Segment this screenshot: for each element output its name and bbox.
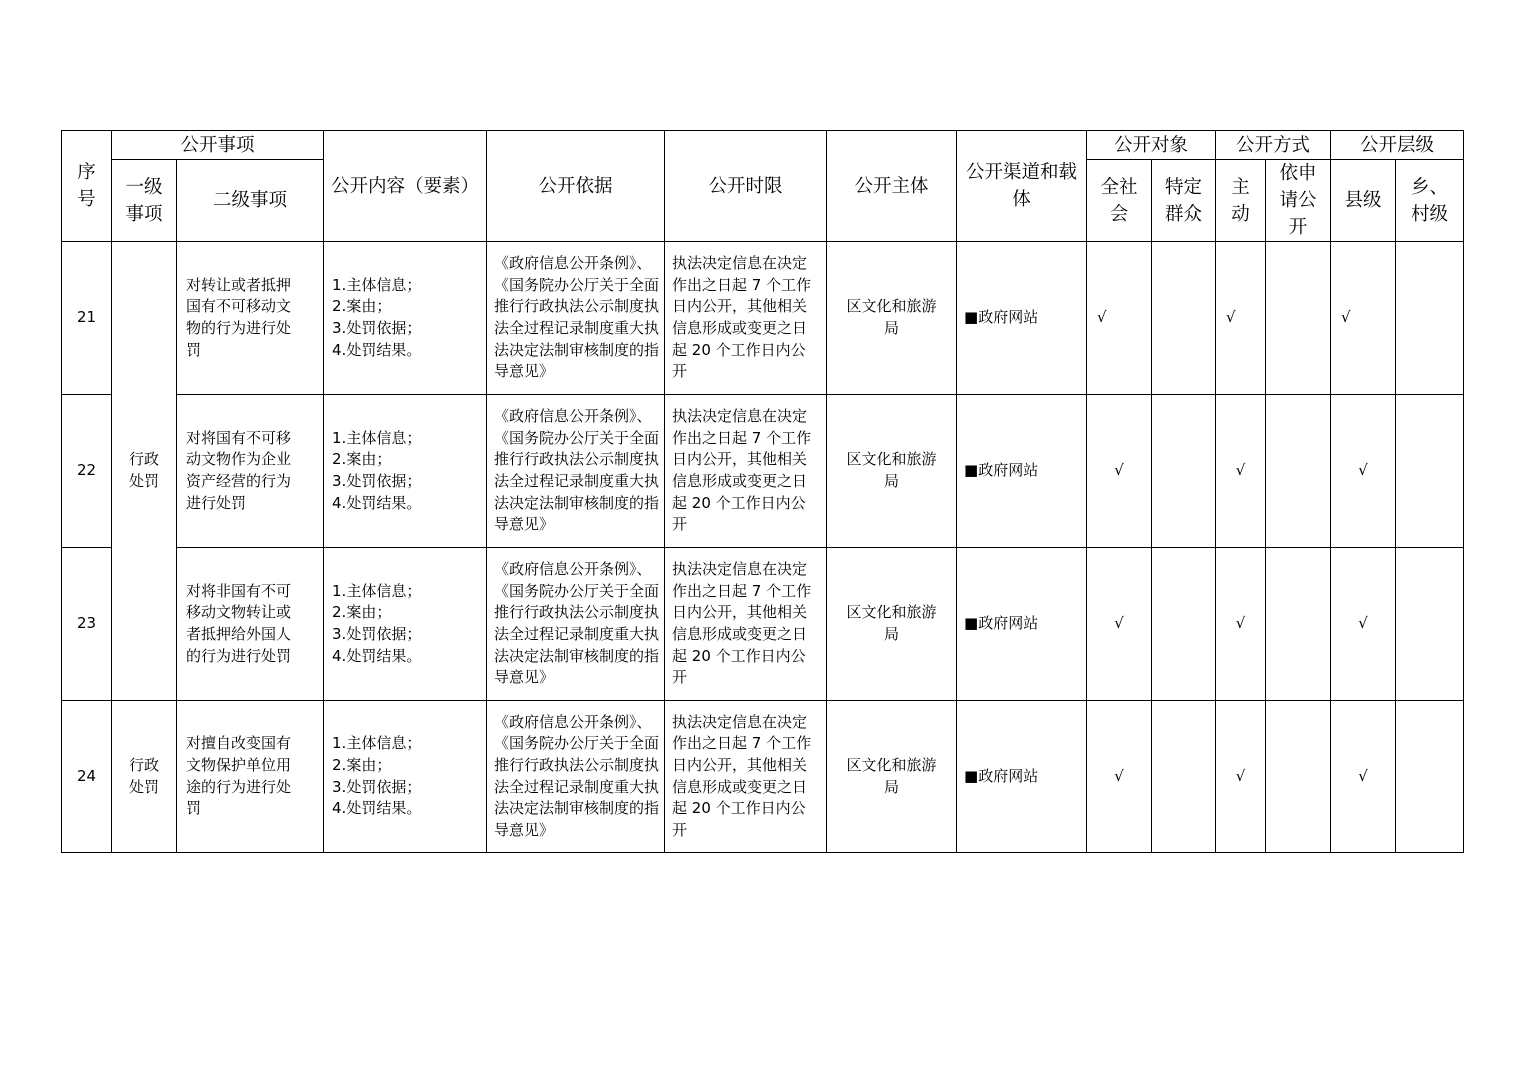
cell-content: 1.主体信息； 2.案由； 3.处罚依据； 4.处罚结果。 bbox=[324, 548, 487, 701]
cell-time-limit: 执法决定信息在决定作出之日起 7 个工作日内公开，其他相关信息形成或变更之日起 20 个工作日内公开 bbox=[665, 242, 827, 395]
cell-method-apply bbox=[1266, 548, 1331, 701]
table-row bbox=[62, 395, 1464, 548]
header-basis: 公开依据 bbox=[487, 131, 665, 242]
cell-obj-specific bbox=[1152, 701, 1216, 853]
cell-level2: 对将非国有不可移动文物转让或者抵押给外国人的行为进行处罚 bbox=[177, 548, 324, 701]
header-obj-all: 全社会 bbox=[1087, 160, 1152, 242]
cell-level-village bbox=[1396, 701, 1464, 853]
cell-obj-specific bbox=[1152, 242, 1216, 395]
header-subject: 公开主体 bbox=[827, 131, 957, 242]
cell-obj-specific bbox=[1152, 395, 1216, 548]
cell-content: 1.主体信息； 2.案由； 3.处罚依据； 4.处罚结果。 bbox=[324, 395, 487, 548]
cell-basis: 《政府信息公开条例》、《国务院办公厅关于全面推行行政执法公示制度执法全过程记录制度重大执法决定法制审核制度的指导意见》 bbox=[487, 701, 665, 853]
cell-basis: 《政府信息公开条例》、《国务院办公厅关于全面推行行政执法公示制度执法全过程记录制度重大执法决定法制审核制度的指导意见》 bbox=[487, 242, 665, 395]
header-obj-specific: 特定群众 bbox=[1152, 160, 1216, 242]
cell-method-apply bbox=[1266, 701, 1331, 853]
cell-level-county: √ bbox=[1331, 548, 1396, 701]
cell-time-limit: 执法决定信息在决定作出之日起 7 个工作日内公开，其他相关信息形成或变更之日起 20 个工作日内公开 bbox=[665, 395, 827, 548]
cell-level1: 行政处罚 bbox=[112, 242, 177, 701]
table-row bbox=[62, 701, 1464, 853]
cell-obj-all: √ bbox=[1087, 242, 1152, 395]
cell-method-active: √ bbox=[1216, 395, 1266, 548]
header-group-object: 公开对象 bbox=[1087, 131, 1216, 160]
header-level-village: 乡、村级 bbox=[1396, 160, 1464, 242]
cell-obj-all: √ bbox=[1087, 701, 1152, 853]
header-channel: 公开渠道和载体 bbox=[957, 131, 1087, 242]
header-method-apply: 依申请公开 bbox=[1266, 160, 1331, 242]
header-group-level: 公开层级 bbox=[1331, 131, 1464, 160]
cell-method-active: √ bbox=[1216, 242, 1266, 395]
header-level2: 二级事项 bbox=[177, 160, 324, 242]
cell-method-apply bbox=[1266, 242, 1331, 395]
cell-method-active: √ bbox=[1216, 701, 1266, 853]
cell-seq: 21 bbox=[62, 242, 112, 395]
cell-time-limit: 执法决定信息在决定作出之日起 7 个工作日内公开，其他相关信息形成或变更之日起 20 个工作日内公开 bbox=[665, 548, 827, 701]
header-content: 公开内容（要素） bbox=[324, 131, 487, 242]
cell-level-village bbox=[1396, 395, 1464, 548]
cell-seq: 24 bbox=[62, 701, 112, 853]
table-row bbox=[62, 242, 1464, 395]
table-header bbox=[62, 131, 1464, 242]
cell-channel: ■政府网站 bbox=[957, 242, 1087, 395]
header-time-limit: 公开时限 bbox=[665, 131, 827, 242]
cell-level-county: √ bbox=[1331, 701, 1396, 853]
cell-level2: 对将国有不可移动文物作为企业资产经营的行为进行处罚 bbox=[177, 395, 324, 548]
cell-level-village bbox=[1396, 242, 1464, 395]
cell-time-limit: 执法决定信息在决定作出之日起 7 个工作日内公开，其他相关信息形成或变更之日起 20 个工作日内公开 bbox=[665, 701, 827, 853]
header-seq: 序号 bbox=[62, 131, 112, 242]
cell-basis: 《政府信息公开条例》、《国务院办公厅关于全面推行行政执法公示制度执法全过程记录制度重大执法决定法制审核制度的指导意见》 bbox=[487, 548, 665, 701]
cell-seq: 23 bbox=[62, 548, 112, 701]
cell-obj-all: √ bbox=[1087, 548, 1152, 701]
cell-content: 1.主体信息； 2.案由； 3.处罚依据； 4.处罚结果。 bbox=[324, 701, 487, 853]
cell-content: 1.主体信息； 2.案由； 3.处罚依据； 4.处罚结果。 bbox=[324, 242, 487, 395]
header-level1: 一级事项 bbox=[112, 160, 177, 242]
header-group-items: 公开事项 bbox=[112, 131, 324, 160]
cell-obj-specific bbox=[1152, 548, 1216, 701]
cell-subject: 区文化和旅游局 bbox=[827, 701, 957, 853]
cell-level-county: √ bbox=[1331, 242, 1396, 395]
cell-channel: ■政府网站 bbox=[957, 701, 1087, 853]
cell-subject: 区文化和旅游局 bbox=[827, 548, 957, 701]
header-group-method: 公开方式 bbox=[1216, 131, 1331, 160]
cell-channel: ■政府网站 bbox=[957, 548, 1087, 701]
cell-level2: 对转让或者抵押国有不可移动文物的行为进行处罚 bbox=[177, 242, 324, 395]
cell-channel: ■政府网站 bbox=[957, 395, 1087, 548]
header-method-active: 主动 bbox=[1216, 160, 1266, 242]
cell-level-county: √ bbox=[1331, 395, 1396, 548]
cell-basis: 《政府信息公开条例》、《国务院办公厅关于全面推行行政执法公示制度执法全过程记录制度重大执法决定法制审核制度的指导意见》 bbox=[487, 395, 665, 548]
cell-level1: 行政处罚 bbox=[112, 701, 177, 853]
cell-obj-all: √ bbox=[1087, 395, 1152, 548]
disclosure-table bbox=[61, 130, 1464, 853]
cell-subject: 区文化和旅游局 bbox=[827, 395, 957, 548]
cell-subject: 区文化和旅游局 bbox=[827, 242, 957, 395]
cell-level2: 对擅自改变国有文物保护单位用途的行为进行处罚 bbox=[177, 701, 324, 853]
table-row bbox=[62, 548, 1464, 701]
header-level-county: 县级 bbox=[1331, 160, 1396, 242]
cell-method-active: √ bbox=[1216, 548, 1266, 701]
cell-method-apply bbox=[1266, 395, 1331, 548]
cell-level-village bbox=[1396, 548, 1464, 701]
cell-seq: 22 bbox=[62, 395, 112, 548]
